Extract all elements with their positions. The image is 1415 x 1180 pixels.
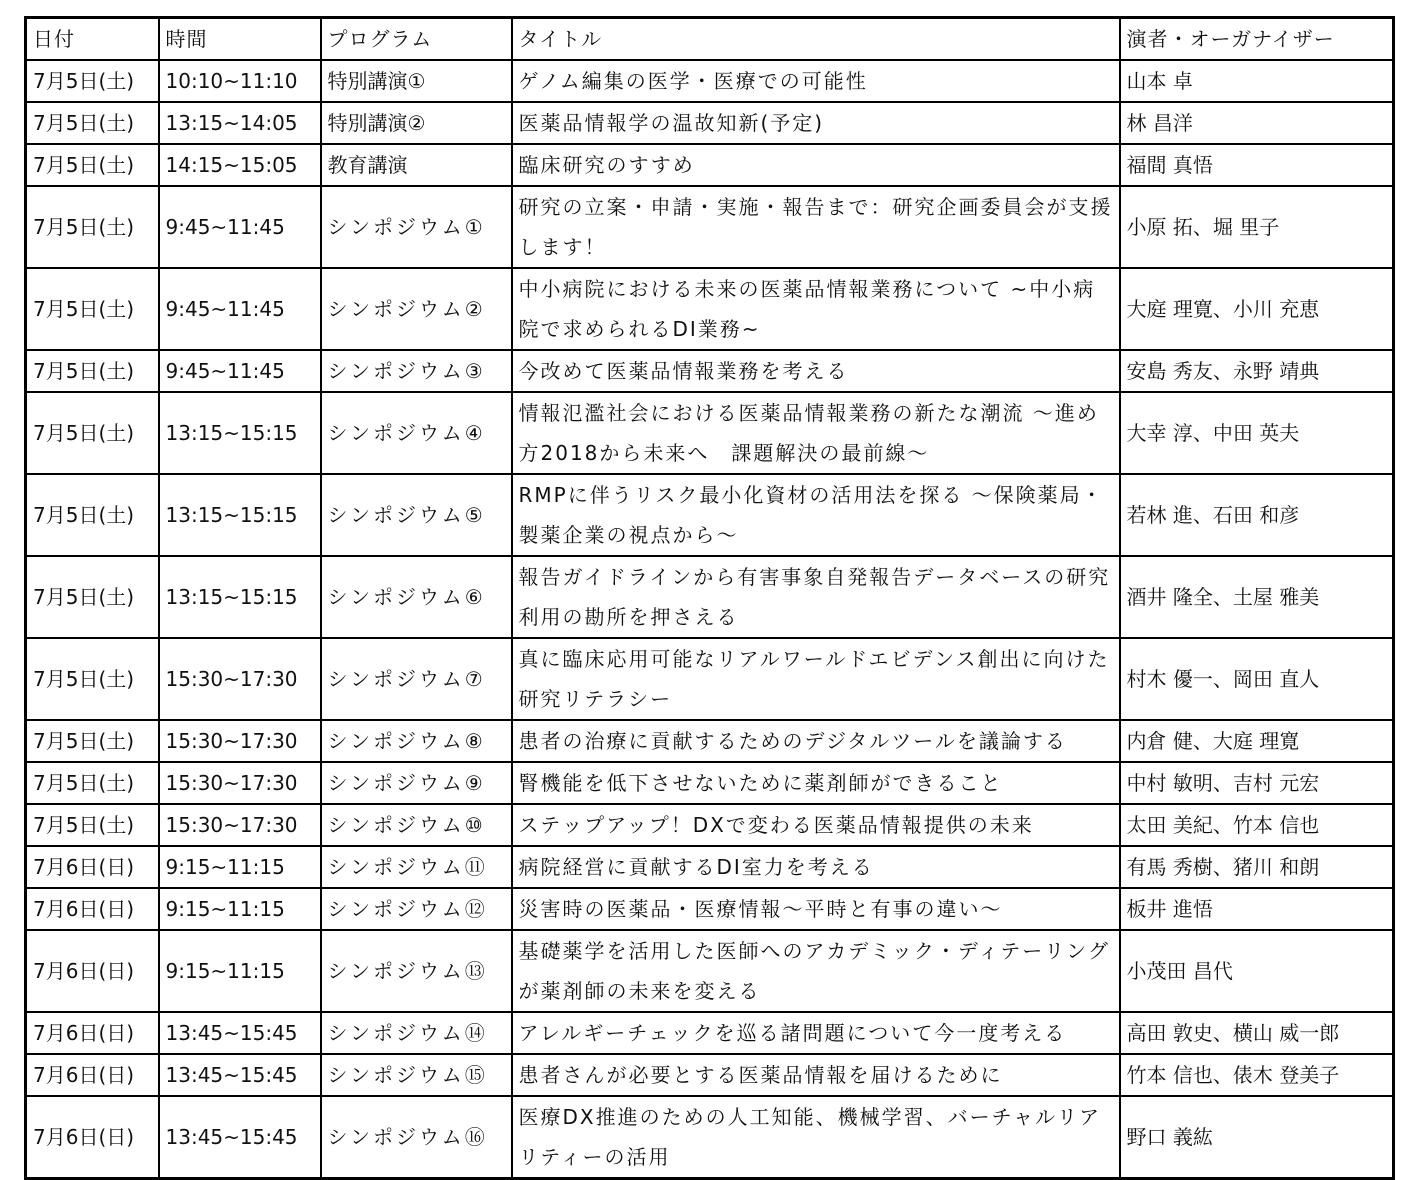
cell-program: 教育講演 <box>321 144 512 186</box>
cell-time: 13:15~15:15 <box>159 392 321 474</box>
cell-speakers: 酒井 隆全、土屋 雅美 <box>1120 556 1394 638</box>
cell-program: シンポジウム② <box>321 268 512 350</box>
cell-speakers: 福間 真悟 <box>1120 144 1394 186</box>
cell-program: シンポジウム⑫ <box>321 888 512 930</box>
cell-title: 患者さんが必要とする医薬品情報を届けるために <box>512 1054 1120 1096</box>
cell-program: シンポジウム⑤ <box>321 474 512 556</box>
cell-time: 9:15~11:15 <box>159 846 321 888</box>
cell-time: 9:45~11:45 <box>159 186 321 268</box>
cell-speakers: 板井 進悟 <box>1120 888 1394 930</box>
cell-time: 15:30~17:30 <box>159 638 321 720</box>
cell-time: 9:15~11:15 <box>159 888 321 930</box>
header-title: タイトル <box>512 18 1120 61</box>
cell-date: 7月6日(日) <box>26 1012 159 1054</box>
cell-title: 病院経営に貢献するDI室力を考える <box>512 846 1120 888</box>
cell-program: シンポジウム⑬ <box>321 930 512 1012</box>
cell-time: 15:30~17:30 <box>159 804 321 846</box>
cell-date: 7月5日(土) <box>26 268 159 350</box>
cell-title: アレルギーチェックを巡る諸問題について今一度考える <box>512 1012 1120 1054</box>
cell-program: シンポジウム⑯ <box>321 1096 512 1179</box>
table-row <box>26 144 1394 186</box>
cell-title: 臨床研究のすすめ <box>512 144 1120 186</box>
cell-time: 13:15~14:05 <box>159 102 321 144</box>
cell-time: 13:45~15:45 <box>159 1096 321 1179</box>
cell-date: 7月5日(土) <box>26 350 159 392</box>
cell-time: 13:15~15:15 <box>159 474 321 556</box>
cell-time: 13:45~15:45 <box>159 1054 321 1096</box>
cell-program: シンポジウム⑥ <box>321 556 512 638</box>
cell-program: シンポジウム③ <box>321 350 512 392</box>
cell-title: 研究の立案・申請・実施・報告まで：研究企画委員会が支援します！ <box>512 186 1120 268</box>
cell-program: シンポジウム⑮ <box>321 1054 512 1096</box>
cell-time: 9:45~11:45 <box>159 268 321 350</box>
cell-title: ステップアップ！DXで変わる医薬品情報提供の未来 <box>512 804 1120 846</box>
cell-date: 7月5日(土) <box>26 762 159 804</box>
cell-date: 7月6日(日) <box>26 1096 159 1179</box>
table-row <box>26 1012 1394 1054</box>
cell-time: 9:45~11:45 <box>159 350 321 392</box>
cell-speakers: 竹本 信也、俵木 登美子 <box>1120 1054 1394 1096</box>
cell-title: 報告ガイドラインから有害事象自発報告データベースの研究利用の勘所を押さえる <box>512 556 1120 638</box>
cell-title: 患者の治療に貢献するためのデジタルツールを議論する <box>512 720 1120 762</box>
schedule-table <box>24 16 1395 1180</box>
cell-date: 7月6日(日) <box>26 1054 159 1096</box>
cell-program: シンポジウム⑨ <box>321 762 512 804</box>
cell-date: 7月6日(日) <box>26 888 159 930</box>
table-row <box>26 474 1394 556</box>
table-row <box>26 60 1394 102</box>
cell-speakers: 安島 秀友、永野 靖典 <box>1120 350 1394 392</box>
cell-program: シンポジウム⑪ <box>321 846 512 888</box>
cell-title: 医療DX推進のための人工知能、機械学習、バーチャルリアリティーの活用 <box>512 1096 1120 1179</box>
cell-date: 7月5日(土) <box>26 144 159 186</box>
cell-title: 災害時の医薬品・医療情報～平時と有事の違い～ <box>512 888 1120 930</box>
table-row <box>26 268 1394 350</box>
cell-time: 13:45~15:45 <box>159 1012 321 1054</box>
cell-title: ゲノム編集の医学・医療での可能性 <box>512 60 1120 102</box>
cell-speakers: 太田 美紀、竹本 信也 <box>1120 804 1394 846</box>
table-row <box>26 102 1394 144</box>
header-row <box>26 18 1394 61</box>
cell-speakers: 大庭 理寛、小川 充恵 <box>1120 268 1394 350</box>
cell-time: 13:15~15:15 <box>159 556 321 638</box>
cell-program: 特別講演① <box>321 60 512 102</box>
table-row <box>26 638 1394 720</box>
cell-speakers: 村木 優一、岡田 直人 <box>1120 638 1394 720</box>
cell-date: 7月5日(土) <box>26 392 159 474</box>
cell-title: 真に臨床応用可能なリアルワールドエビデンス創出に向けた研究リテラシー <box>512 638 1120 720</box>
cell-date: 7月5日(土) <box>26 804 159 846</box>
cell-program: シンポジウム④ <box>321 392 512 474</box>
cell-time: 15:30~17:30 <box>159 762 321 804</box>
cell-speakers: 中村 敏明、吉村 元宏 <box>1120 762 1394 804</box>
cell-title: 腎機能を低下させないために薬剤師ができること <box>512 762 1120 804</box>
cell-speakers: 小茂田 昌代 <box>1120 930 1394 1012</box>
cell-program: 特別講演② <box>321 102 512 144</box>
cell-time: 9:15~11:15 <box>159 930 321 1012</box>
table-row <box>26 186 1394 268</box>
table-row <box>26 762 1394 804</box>
table-row <box>26 1096 1394 1179</box>
cell-speakers: 小原 拓、堀 里子 <box>1120 186 1394 268</box>
table-row <box>26 804 1394 846</box>
cell-date: 7月5日(土) <box>26 474 159 556</box>
table-row <box>26 720 1394 762</box>
cell-title: 情報氾濫社会における医薬品情報業務の新たな潮流 ～進め方2018から未来へ 課題解決の最前線～ <box>512 392 1120 474</box>
cell-title: 医薬品情報学の温故知新(予定) <box>512 102 1120 144</box>
header-program: プログラム <box>321 18 512 61</box>
table-row <box>26 846 1394 888</box>
cell-speakers: 内倉 健、大庭 理寛 <box>1120 720 1394 762</box>
cell-program: シンポジウム⑦ <box>321 638 512 720</box>
cell-date: 7月5日(土) <box>26 186 159 268</box>
cell-program: シンポジウム① <box>321 186 512 268</box>
cell-speakers: 林 昌洋 <box>1120 102 1394 144</box>
table-row <box>26 1054 1394 1096</box>
cell-title: 今改めて医薬品情報業務を考える <box>512 350 1120 392</box>
table-row <box>26 392 1394 474</box>
cell-title: 基礎薬学を活用した医師へのアカデミック・ディテーリングが薬剤師の未来を変える <box>512 930 1120 1012</box>
cell-title: 中小病院における未来の医薬品情報業務について ~中小病院で求められるDI業務~ <box>512 268 1120 350</box>
schedule-body <box>26 60 1394 1179</box>
cell-program: シンポジウム⑭ <box>321 1012 512 1054</box>
cell-date: 7月5日(土) <box>26 556 159 638</box>
table-row <box>26 350 1394 392</box>
cell-speakers: 若林 進、石田 和彦 <box>1120 474 1394 556</box>
cell-speakers: 野口 義紘 <box>1120 1096 1394 1179</box>
cell-speakers: 高田 敦史、横山 威一郎 <box>1120 1012 1394 1054</box>
cell-program: シンポジウム⑩ <box>321 804 512 846</box>
cell-date: 7月6日(日) <box>26 846 159 888</box>
cell-time: 14:15~15:05 <box>159 144 321 186</box>
cell-title: RMPに伴うリスク最小化資材の活用法を探る ～保険薬局・製薬企業の視点から～ <box>512 474 1120 556</box>
cell-date: 7月5日(土) <box>26 720 159 762</box>
header-time: 時間 <box>159 18 321 61</box>
cell-time: 10:10~11:10 <box>159 60 321 102</box>
table-row <box>26 930 1394 1012</box>
cell-program: シンポジウム⑧ <box>321 720 512 762</box>
cell-speakers: 山本 卓 <box>1120 60 1394 102</box>
cell-speakers: 有馬 秀樹、猪川 和朗 <box>1120 846 1394 888</box>
cell-date: 7月6日(日) <box>26 930 159 1012</box>
cell-date: 7月5日(土) <box>26 60 159 102</box>
table-row <box>26 888 1394 930</box>
cell-date: 7月5日(土) <box>26 102 159 144</box>
header-speakers: 演者・オーガナイザー <box>1120 18 1394 61</box>
header-date: 日付 <box>26 18 159 61</box>
cell-speakers: 大幸 淳、中田 英夫 <box>1120 392 1394 474</box>
cell-date: 7月5日(土) <box>26 638 159 720</box>
cell-time: 15:30~17:30 <box>159 720 321 762</box>
table-row <box>26 556 1394 638</box>
